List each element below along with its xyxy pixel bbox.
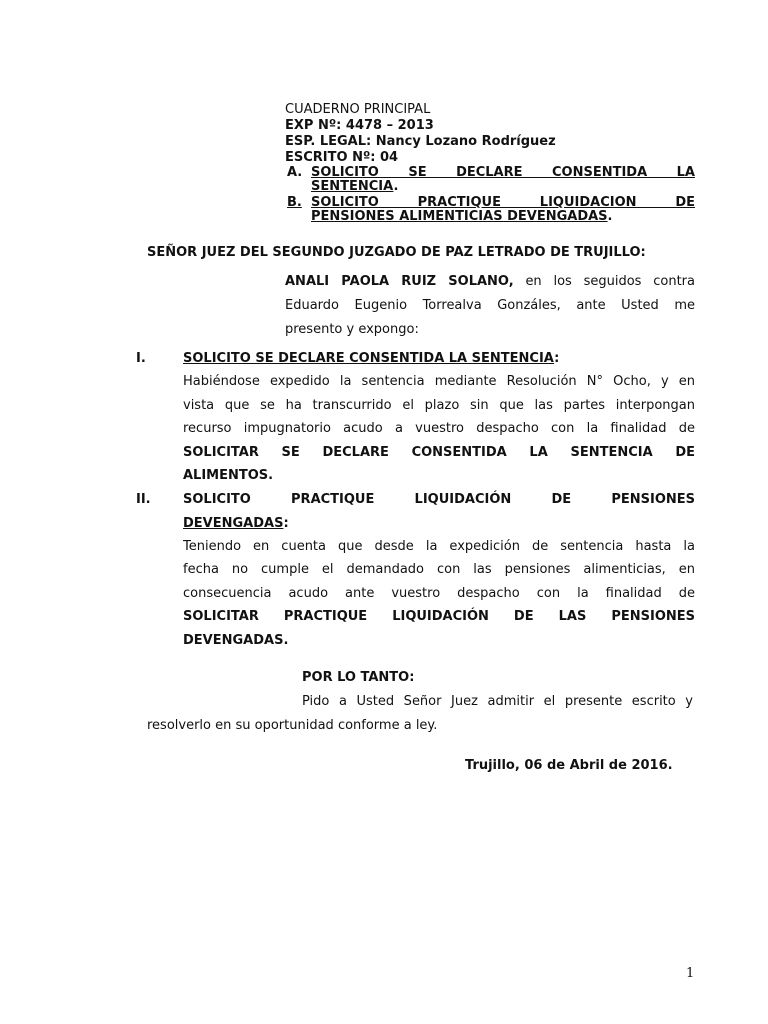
closing-line2: resolverlo en su oportunidad conforme a ley. [147, 718, 438, 733]
section2-title-line2-text: DEVENGADAS [183, 516, 284, 531]
item-b-letter: B. [287, 195, 302, 210]
section1-line3: recurso impugnatorio acudo a vuestro despacho con la finalidad de [183, 421, 695, 436]
page-number: 1 [686, 966, 695, 981]
section1-numeral: I. [136, 351, 146, 366]
por-lo-tanto: POR LO TANTO: [302, 670, 415, 685]
item-b-line2: PENSIONES ALIMENTICIAS DEVENGADAS. [311, 209, 613, 224]
intro-line1-rest: en los seguidos contra [525, 274, 695, 289]
section1-line2: vista que se ha transcurrido el plazo sin que las partes interpongan [183, 398, 695, 413]
intro-line1 [285, 272, 695, 292]
header-cuaderno: CUADERNO PRINCIPAL [285, 102, 431, 117]
section1-title-text: SOLICITO SE DECLARE CONSENTIDA LA SENTENCIA [183, 351, 555, 366]
document-date: Trujillo, 06 de Abril de 2016. [465, 758, 673, 773]
header-escrito: ESCRITO Nº: 04 [285, 150, 399, 165]
item-a-line2-text: SENTENCIA [311, 179, 394, 194]
section2-line2: fecha no cumple el demandado con las pensiones alimenticias, en [183, 562, 695, 577]
item-a-line2: SENTENCIA. [311, 179, 399, 194]
section2-title-line2: DEVENGADAS: [183, 516, 289, 531]
header-especialista: ESP. LEGAL: Nancy Lozano Rodríguez [285, 134, 556, 149]
item-a-letter: A. [287, 165, 303, 180]
section2-line4: SOLICITAR PRACTIQUE LIQUIDACIÓN DE LAS PENSIONES [183, 609, 695, 624]
item-b-line2-text: PENSIONES ALIMENTICIAS DEVENGADAS [311, 209, 608, 224]
section2-line3: consecuencia acudo ante vuestro despacho con la finalidad de [183, 586, 695, 601]
header-expediente: EXP Nº: 4478 – 2013 [285, 118, 434, 133]
section2-line1: Teniendo en cuenta que desde la expedición de sentencia hasta la [183, 539, 695, 554]
item-a-line1: SOLICITO SE DECLARE CONSENTIDA LA [311, 166, 695, 180]
salutation: SEÑOR JUEZ DEL SEGUNDO JUZGADO DE PAZ LETRADO DE TRUJILLO: [147, 245, 646, 260]
section2-line5: DEVENGADAS. [183, 633, 289, 648]
section2-title-line1: SOLICITO PRACTIQUE LIQUIDACIÓN DE PENSIONES [183, 492, 695, 507]
section2-numeral: II. [136, 492, 151, 507]
item-b-line1: SOLICITO PRACTIQUE LIQUIDACIÓN DE [311, 196, 695, 210]
intro-line2: Eduardo Eugenio Torrealva Gonzáles, ante Usted me [285, 298, 695, 313]
section1-line4: SOLICITAR SE DECLARE CONSENTIDA LA SENTENCIA DE [183, 445, 695, 460]
section1-line1: Habiéndose expedido la sentencia mediante Resolución N° Ocho, y en [183, 374, 695, 389]
section1-line5: ALIMENTOS. [183, 468, 274, 483]
petitioner-name: ANALI PAOLA RUIZ SOLANO, [285, 274, 514, 289]
intro-line3: presento y expongo: [285, 322, 419, 337]
section1-title: SOLICITO SE DECLARE CONSENTIDA LA SENTENCIA: [183, 351, 560, 366]
closing-line1: Pido a Usted Señor Juez admitir el presente escrito y [302, 694, 693, 709]
